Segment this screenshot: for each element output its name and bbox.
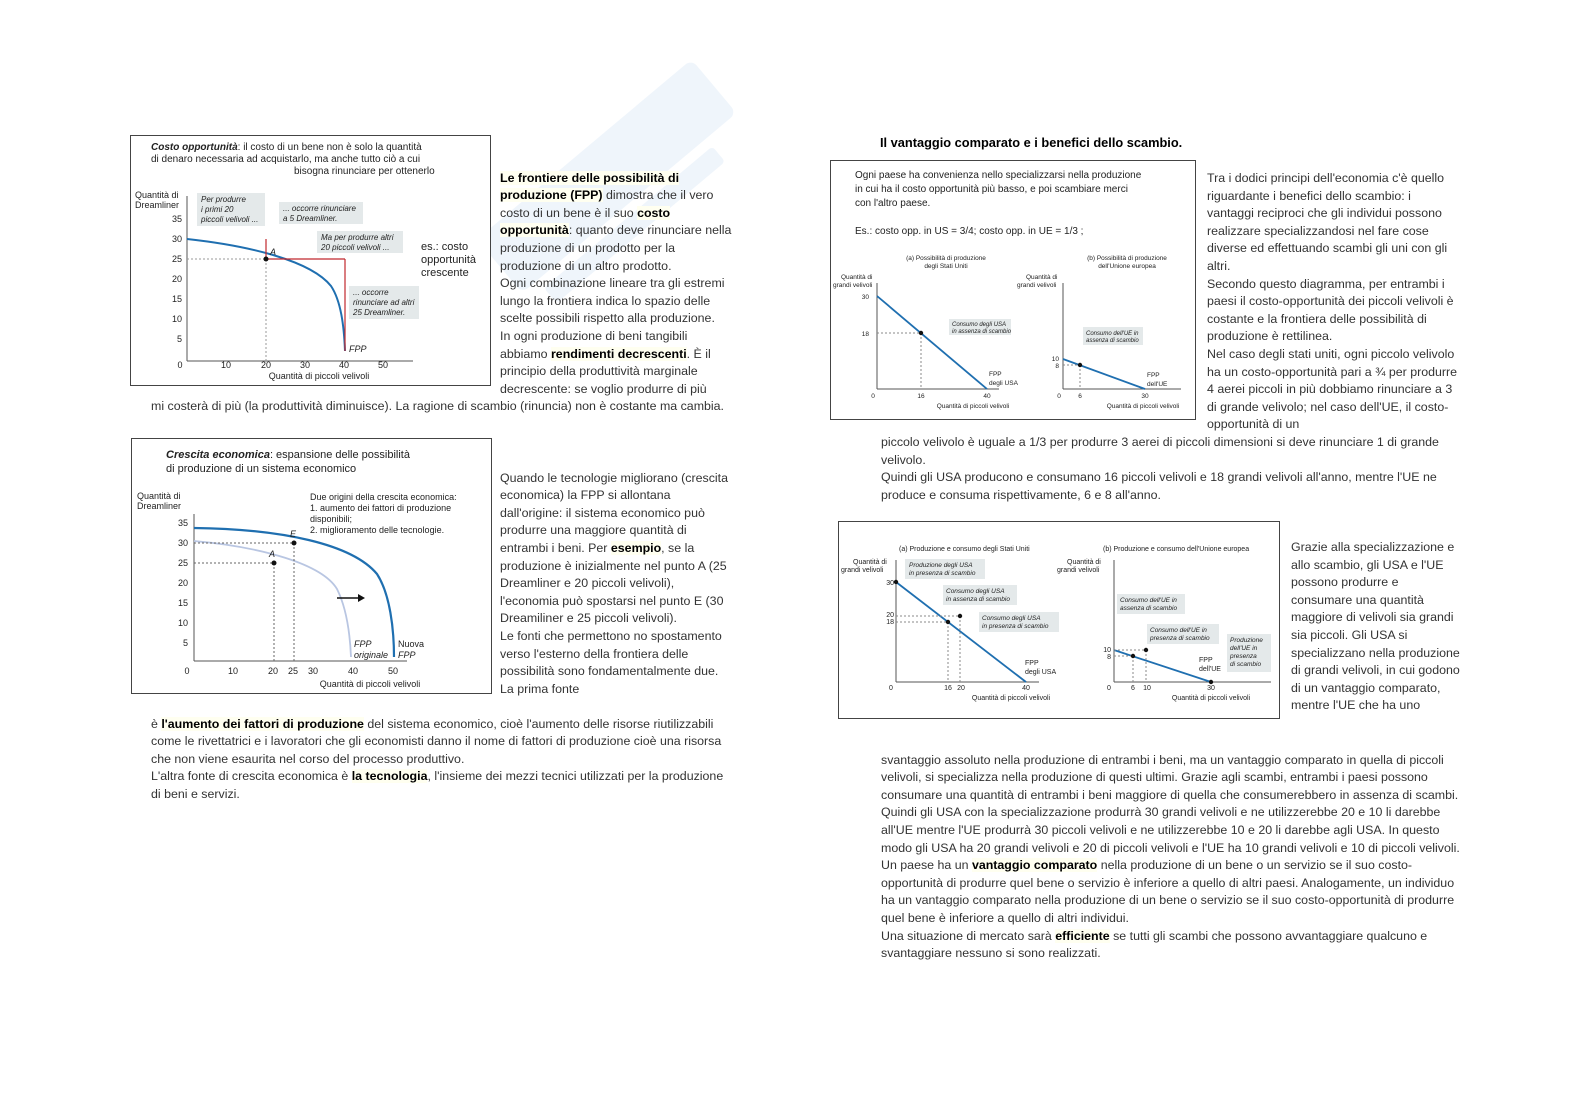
svg-text:10: 10 (1051, 356, 1059, 363)
svg-text:25: 25 (287, 666, 299, 676)
svg-text:40: 40 (1022, 685, 1030, 692)
svg-text:in presenza di scambio: in presenza di scambio (909, 570, 976, 577)
para-specialization: Grazie alla specializzazione e allo scambio, gli USA e l'UE possono produrre e consumare una quantità maggiore di velivoli sia grandi sia piccoli. Gli USA si specializzano nella produzione di grandi velivoli, in cui godono di un vantaggio comparato, mentre l'UE che ha uno (1291, 540, 1460, 713)
fig1-caption-lead: Costo opportunità (151, 142, 238, 153)
svg-text:25 Dreamliner.: 25 Dreamliner. (353, 308, 406, 317)
svg-text:10: 10 (1143, 685, 1151, 692)
svg-text:18: 18 (861, 331, 869, 338)
svg-text:Consumo dell'UE in: Consumo dell'UE in (1120, 597, 1177, 604)
svg-text:Quantità di: Quantità di (1067, 559, 1101, 566)
svg-text:dell'UE: dell'UE (1147, 381, 1168, 388)
svg-text:dell'Unione europea: dell'Unione europea (1098, 263, 1156, 270)
fig1-xtick: 10 (220, 360, 232, 370)
figure-production-possibilities (830, 160, 1196, 420)
term-technology: la tecnologia (351, 769, 428, 784)
fig1-ytick: 15 (171, 294, 182, 304)
svg-text:(a) Possibilità di produzione: (a) Possibilità di produzione (906, 255, 986, 262)
fig1-ylabel-2: Dreamliner (135, 200, 180, 210)
svg-text:degli USA: degli USA (1025, 669, 1057, 676)
svg-text:disponibili;: disponibili; (310, 514, 353, 524)
svg-text:30: 30 (307, 666, 319, 676)
svg-text:Nuova: Nuova (398, 639, 425, 649)
svg-text:grandi velivoli: grandi velivoli (833, 282, 873, 289)
svg-text:FPP: FPP (354, 639, 372, 649)
term-example: esempio (610, 540, 662, 555)
svg-text:grandi velivoli: grandi velivoli (841, 567, 884, 574)
svg-text:in assenza di scambio: in assenza di scambio (946, 596, 1010, 603)
fig1-ytick: 20 (171, 274, 182, 284)
svg-text:in presenza di scambio: in presenza di scambio (982, 623, 1049, 630)
svg-text:Due origini della crescita eco: Due origini della crescita economica: (310, 492, 457, 502)
svg-text:Consumo degli USA: Consumo degli USA (946, 588, 1005, 595)
svg-text:presenza di scambio: presenza di scambio (1150, 635, 1210, 642)
fig1-xtick: 40 (338, 360, 350, 370)
svg-text:Quantità di: Quantità di (853, 559, 887, 566)
svg-text:40: 40 (983, 393, 991, 400)
term-efficient: efficiente (1055, 928, 1110, 943)
svg-text:8: 8 (1055, 363, 1059, 370)
term-opportunity-cost: costo opportunità (500, 205, 671, 238)
svg-text:Quantità di: Quantità di (1026, 274, 1058, 281)
svg-text:Produzione degli USA: Produzione degli USA (909, 562, 973, 569)
para-trade-benefits-wide: piccolo velivolo è uguale a 1/3 per produrre 3 aerei di piccoli dimensioni si deve rinunciare 1 di grande velivolo. Quindi gli USA producono e consumano 16 piccoli velivoli e 18 grandi velivoli all'anno, mentre l'UE ne produce e consuma rispettivamente, 6 e 8 all'anno. (881, 435, 1439, 502)
svg-text:assenza di scambio: assenza di scambio (1120, 605, 1178, 612)
svg-text:FPP: FPP (1199, 657, 1213, 664)
svg-text:Crescita economica: espansione: Crescita economica: espansione delle possibilità (166, 449, 410, 461)
svg-text:FPP: FPP (989, 371, 1002, 378)
figure-opportunity-cost (130, 135, 491, 386)
para-frontier: Le frontiere delle possibilità di produzione (FPP) dimostra che il vero costo di un bene è il suo costo opportunità: quanto deve rinunciare nella produzione di un prodotto per la produzione di un altro prodotto. Ogni combinazione lineare tra gli estremi lungo la frontiera indica lo spazio delle scelte possibili rispetto alla produzione. In ogni produzione di beni tangibili abbiamo rendimenti decrescenti. È il principio della produttività marginale decrescente: se voglio produrre di più (500, 170, 732, 396)
svg-text:Quantità di piccoli velivoli: Quantità di piccoli velivoli (1106, 403, 1180, 410)
svg-text:di produzione di un sistema ec: di produzione di un sistema economico (166, 463, 357, 475)
svg-text:con l'altro paese.: con l'altro paese. (855, 198, 931, 209)
fig1-caption-line2: di denaro necessaria ad acquistarlo, ma anche tutto ciò a cui (151, 154, 421, 165)
para-frontier-wide: mi costerà di più (la produttività diminuisce). La ragione di scambio (rinuncia) non è costante ma cambia. (151, 399, 724, 413)
svg-text:30: 30 (177, 538, 188, 548)
svg-text:10: 10 (177, 618, 188, 628)
svg-text:16: 16 (944, 685, 952, 692)
fig1-ytick: 35 (171, 214, 182, 224)
svg-text:50: 50 (387, 666, 399, 676)
svg-text:0: 0 (1057, 393, 1061, 400)
svg-text:(b) Possibilità di produzione: (b) Possibilità di produzione (1087, 255, 1167, 262)
svg-text:grandi velivoli: grandi velivoli (1057, 567, 1100, 574)
fig1-fpp-label: FPP (349, 344, 367, 354)
svg-text:0: 0 (1107, 685, 1111, 692)
svg-text:0: 0 (871, 393, 875, 400)
svg-text:opportunità: opportunità (421, 254, 477, 266)
svg-text:15: 15 (177, 598, 188, 608)
para-specialization-wide: svantaggio assoluto nella produzione di entrambi i beni, ma un vantaggio comparato in quella di piccoli velivoli, si specializza nella produzione di questi ultimi. Grazie agli scambi, entrambi i paesi possono consumare una quantità di entrambi i beni maggiore di quella che consumerebbero in assenza di scambi. Quindi gli USA con la specializzazione produrrà 30 grandi velivoli e ne utilizzerebbe 20 e 10 li darebbe all'UE mentre l'UE produrrà 30 piccoli velivoli e ne utilizzerebbe 10 e 20 li darebbe agli USA. In questo modo gli USA ha 20 grandi velivoli e 20 di piccoli velivoli e l'UE ha 10 grandi velivoli e 10 di piccoli velivoli. Un paese ha un vantaggio comparato nella produzione di un bene o un servizio se il suo costo-opportunità di produrre quel bene o servizio è inferiore a quello di altri paesi. Analogamente, un individuo ha un vantaggio comparato nella produzione di un bene o servizio se il suo costo-opportunità di produrre quel bene è inferiore a quello di altri individui. Una situazione di mercato sarà efficiente se tutti gli scambi che possono avvantaggiare qualcuno e svantaggiare nessuno si sono realizzati. (881, 752, 1460, 961)
svg-text:10: 10 (227, 666, 239, 676)
svg-text:30: 30 (1207, 685, 1215, 692)
svg-text:Quantità di piccoli velivoli: Quantità di piccoli velivoli (319, 679, 421, 689)
svg-text:Costo opportunità: il costo di (151, 142, 422, 153)
fig1-ylabel-1: Quantità di (135, 190, 179, 200)
fig1-xtick: 20 (260, 360, 272, 370)
fig1-ytick: 5 (176, 334, 182, 344)
svg-text:... occorre rinunciare: ... occorre rinunciare (283, 204, 356, 213)
svg-text:i primi 20: i primi 20 (201, 205, 234, 214)
svg-text:30: 30 (886, 580, 894, 587)
para-growth-wide: è l'aumento dei fattori di produzione del sistema economico, cioè l'aumento delle risorse riutilizzabili come le rivettatrici e i lavoratori che gli economisti danno il nome di fattori di produzione cioè una risorsa che non viene esaurita nel corso del processo produttivo. L'altra fonte di crescita economica è la tecnologia, l'insieme dei mezzi tecnici utilizzati per la produzione di beni e servizi. (151, 716, 724, 801)
svg-text:18: 18 (886, 619, 894, 626)
fig1-caption-rest: : il costo di un bene non è solo la quantità (237, 142, 422, 153)
fig1-point-a: A (270, 247, 277, 257)
svg-text:originale: originale (354, 650, 389, 660)
svg-text:presenza: presenza (1230, 653, 1257, 660)
svg-text:es.: costo: es.: costo (421, 241, 469, 253)
svg-text:E: E (290, 529, 297, 539)
svg-text:6: 6 (1078, 393, 1082, 400)
svg-text:Ma per produrre altri: Ma per produrre altri (321, 233, 394, 242)
term-production-factors: l'aumento dei fattori di produzione (161, 716, 364, 731)
svg-text:Dreamliner: Dreamliner (137, 501, 182, 511)
svg-text:piccoli velivoli ...: piccoli velivoli ... (201, 215, 259, 224)
svg-text:2. miglioramento delle tecnolo: 2. miglioramento delle tecnologie. (310, 525, 445, 535)
svg-text:dell'UE in: dell'UE in (1230, 645, 1258, 652)
svg-text:20: 20 (177, 578, 188, 588)
fig1-ytick: 25 (171, 254, 182, 264)
svg-text:20 piccoli velivoli ...: 20 piccoli velivoli ... (321, 243, 390, 252)
fig1-ytick: 10 (171, 314, 182, 324)
fig1-xtick: 0 (177, 360, 183, 370)
svg-text:degli USA: degli USA (989, 380, 1018, 387)
fig1-xlabel: Quantità di piccoli velivoli (268, 371, 370, 381)
svg-text:grandi velivoli: grandi velivoli (1017, 282, 1057, 289)
svg-text:A: A (269, 549, 276, 559)
svg-text:(a) Produzione e consumo degli: (a) Produzione e consumo degli Stati Uniti (899, 546, 1030, 553)
svg-text:(b) Produzione e consumo dell': (b) Produzione e consumo dell'Unione europea (1103, 546, 1250, 553)
term-comparative-advantage: vantaggio comparato (971, 858, 1098, 873)
svg-text:Consumo degli USA: Consumo degli USA (982, 615, 1041, 622)
svg-text:10: 10 (1103, 647, 1111, 654)
svg-text:FPP: FPP (1025, 660, 1039, 667)
svg-text:Produzione: Produzione (1230, 637, 1263, 644)
svg-text:5: 5 (182, 638, 188, 648)
svg-text:in cui ha il costo opportunità: in cui ha il costo opportunità più basso, e poi scambiare merci (855, 184, 1128, 195)
fig1-xtick: 50 (377, 360, 389, 370)
svg-text:30: 30 (861, 294, 869, 301)
svg-text:crescente: crescente (421, 267, 469, 279)
svg-text:... occorre: ... occorre (353, 288, 389, 297)
svg-text:8: 8 (1107, 654, 1111, 661)
svg-text:Consumo dell'UE in: Consumo dell'UE in (1150, 627, 1207, 634)
figure-production-consumption (838, 521, 1280, 719)
svg-text:Consumo dell'UE in: Consumo dell'UE in (1086, 331, 1139, 337)
svg-text:1. aumento dei fattori di prod: 1. aumento dei fattori di produzione (310, 503, 452, 513)
svg-text:20: 20 (886, 612, 894, 619)
svg-text:rinunciare ad altri: rinunciare ad altri (353, 298, 415, 307)
svg-text:20: 20 (267, 666, 279, 676)
svg-text:di scambio: di scambio (1230, 661, 1262, 668)
term-fpp: Le frontiere delle possibilità di produzione (FPP) (500, 170, 680, 203)
svg-text:40: 40 (347, 666, 359, 676)
para-growth: Quando le tecnologie migliorano (crescita economica) la FPP si allontana dall'origine: il sistema economico può produrre una maggiore quantità di entrambi i beni. Per esempio, se la produzione è inizialmente nel punto A (25 Dreamliner e 20 piccoli velivoli), l'economia può spostarsi nel punto E (30 Dreamiliner e 25 piccoli velivoli). (500, 470, 728, 626)
svg-text:Consumo degli USA: Consumo degli USA (952, 322, 1007, 328)
svg-text:16: 16 (917, 393, 925, 400)
svg-text:Ogni paese ha convenienza nell: Ogni paese ha convenienza nello specializzarsi nella produzione (855, 170, 1142, 181)
svg-text:30: 30 (1141, 393, 1149, 400)
svg-text:assenza di scambio: assenza di scambio (1086, 338, 1139, 344)
svg-text:0: 0 (184, 666, 190, 676)
svg-text:35: 35 (177, 518, 188, 528)
svg-text:Quantità di: Quantità di (137, 491, 181, 501)
svg-text:20: 20 (957, 685, 965, 692)
svg-text:Per produrre: Per produrre (201, 195, 246, 204)
svg-text:Es.: costo opp. in US = 3/4; c: Es.: costo opp. in US = 3/4; costo opp. in UE = 1/3 ; (855, 226, 1084, 237)
para-trade-benefits: Tra i dodici principi dell'economia c'è quello riguardante i benefici dello scambio: i vantaggi reciproci che gli individui possono realizzare specializzandosi nel fare cose diverse ed effettuando scambi gli uni con gli altri. Secondo questo diagramma, per entrambi i paesi il costo-opportunità dei piccoli velivoli è costante e la frontiera delle possibilità di produzione è rettilinea. Nel caso degli stati uniti, ogni piccolo velivolo ha un costo-opportunità pari a ¾ per produrre 4 aerei piccoli in più dobbiamo rinunciare a 3 di grande velivolo; nel caso dell'UE, il costo-opportunità di un (1207, 171, 1458, 432)
heading-comparative-advantage: Il vantaggio comparato e i benefici dello scambio. (880, 135, 1183, 150)
svg-text:0: 0 (889, 685, 893, 692)
svg-text:dell'UE: dell'UE (1199, 666, 1221, 673)
fig1-caption-line3: bisogna rinunciare per ottenerlo (294, 166, 435, 177)
para-growth-sources: Le fonti che permettono no spostamento verso l'esterno della frontiera delle possibilità sono fondamentalmente due. La prima fonte (500, 629, 722, 696)
svg-text:degli Stati Uniti: degli Stati Uniti (924, 263, 968, 270)
fig1-xtick: 30 (299, 360, 311, 370)
svg-text:Quantità di piccoli velivoli: Quantità di piccoli velivoli (936, 403, 1010, 410)
svg-text:Quantità di: Quantità di (841, 274, 873, 281)
svg-text:Quantità di piccoli velivoli: Quantità di piccoli velivoli (1171, 695, 1251, 702)
svg-text:in assenza di scambio: in assenza di scambio (952, 329, 1012, 335)
svg-text:FPP: FPP (398, 650, 416, 660)
term-diminishing-returns: rendimenti decrescenti (550, 346, 687, 361)
fig1-ytick: 30 (171, 234, 182, 244)
svg-text:a 5 Dreamliner.: a 5 Dreamliner. (283, 214, 338, 223)
svg-text:6: 6 (1131, 685, 1135, 692)
svg-text:Quantità di piccoli velivoli: Quantità di piccoli velivoli (971, 695, 1051, 702)
svg-text:FPP: FPP (1147, 372, 1160, 379)
svg-text:25: 25 (177, 558, 188, 568)
figure-economic-growth (131, 438, 492, 694)
